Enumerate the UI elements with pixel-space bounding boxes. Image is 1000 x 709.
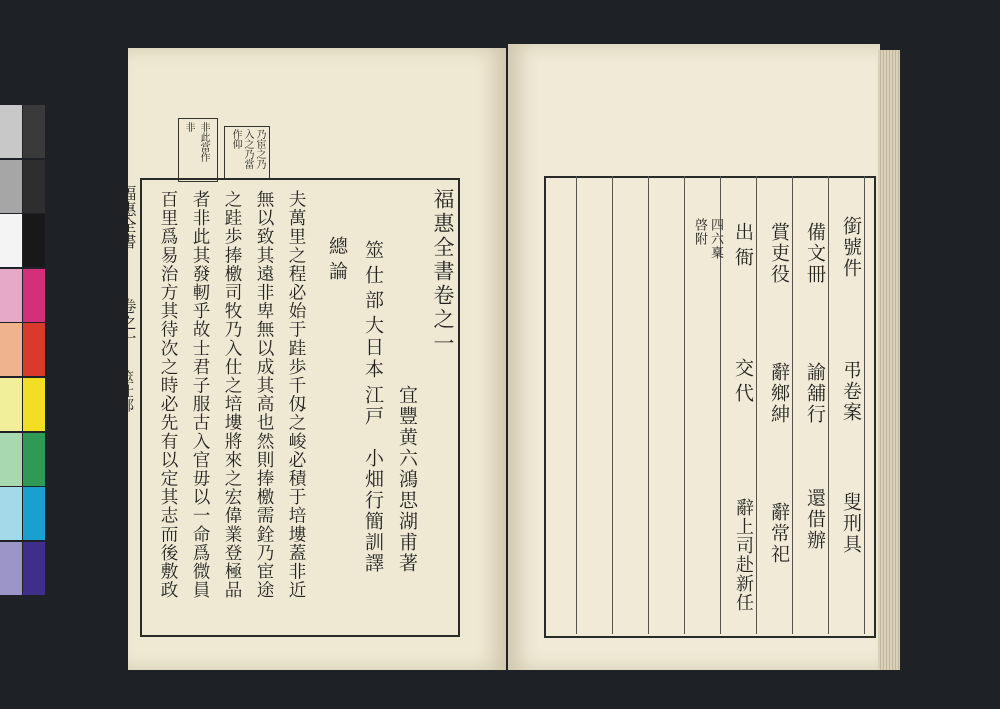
toc-col1-top: 銜號件 [840,216,862,279]
color-swatch [23,433,45,486]
section-heading: 筮仕部 [362,240,384,315]
toc-col2-mid: 諭舖行 [804,362,826,425]
color-swatch [23,214,45,267]
color-swatch [23,269,45,322]
toc-col3-top: 賞吏役 [768,222,790,285]
toc-col4-mid: 交代 [732,358,754,408]
toc-col2-bot: 還借辦 [804,488,826,551]
color-swatch [0,433,22,486]
color-calibration-bar [0,105,46,597]
toc-col3-bot: 辭常祀 [768,502,790,565]
body-line-3: 之跬歩捧檄司牧乃入仕之培塿將來之宏偉業登極品 [222,190,242,600]
margin-note-2: 入之乃當 [242,129,253,169]
page-title: 福惠全書卷之一 [431,188,455,356]
open-book [120,40,900,680]
color-swatch [0,542,22,595]
center-section: 筮仕部 [118,370,134,412]
toc-col1-bot: 叟刑具 [840,492,862,555]
color-swatch [23,542,45,595]
color-swatch [23,378,45,431]
page-edges [878,50,900,670]
margin-note-4: 非此當作 [198,122,209,162]
color-swatch [23,160,45,213]
country-label: 大日本 [362,315,384,381]
toc-col3-mid: 辭鄉紳 [768,362,790,425]
margin-note-3: 作仰 [230,129,241,149]
color-swatch [0,323,22,376]
color-swatch [0,269,22,322]
translator-line: 江戸 小畑行簡訓譯 [362,385,384,574]
toc-col4-bot: 辭上司赴新任 [733,498,754,612]
body-line-4: 者非此其發軔乎故士君子服古入官毋以一命爲微員 [190,190,210,600]
color-swatch [0,160,22,213]
body-line-5: 百里爲易治方其待次之時必先有以定其志而後敷政 [158,190,178,600]
center-label: 福惠全書 [118,185,137,249]
margin-note-1: 乃宦之乃 [254,129,265,169]
toc-col4-top: 出衙 [732,222,754,272]
body-line-2: 無以致其遠非卑無以成其高也然則捧檄需銓乃宦途 [254,190,274,600]
margin-note-5: 非 [183,122,194,132]
toc-col2-top: 備文冊 [804,222,826,285]
color-swatch [0,487,22,540]
color-swatch [23,105,45,158]
toc-col5-top: 四六稟 [708,218,723,260]
toc-col5-sub: 啓附 [692,218,707,246]
color-swatch [0,105,22,158]
author-line: 宜豐黄六鴻思湖甫著 [396,385,418,574]
center-sub: 卷之一 [118,298,137,346]
toc-col1-mid: 弔卷案 [840,360,862,423]
color-swatch [0,378,22,431]
body-line-1: 夫萬里之程必始于跬歩千仭之峻必積于培塿蓋非近 [286,190,306,600]
color-swatch [23,323,45,376]
color-swatch [0,214,22,267]
color-swatch [23,487,45,540]
subsection-heading: 總論 [326,236,348,286]
